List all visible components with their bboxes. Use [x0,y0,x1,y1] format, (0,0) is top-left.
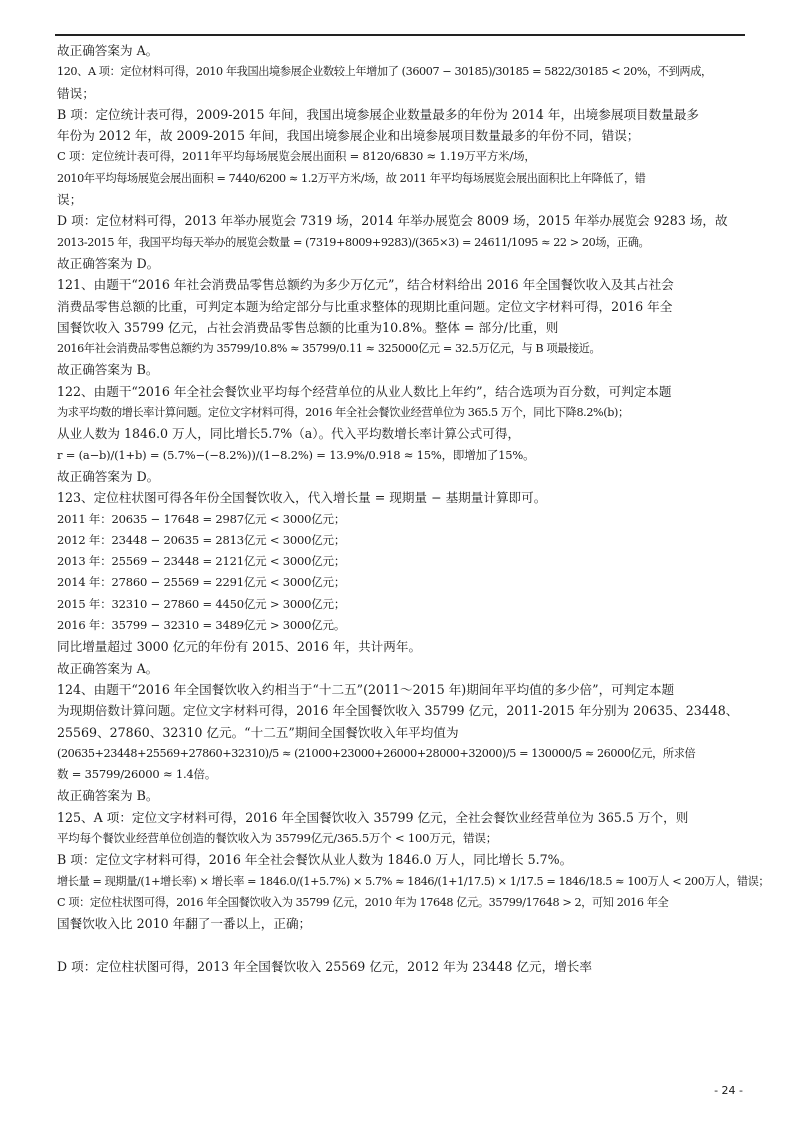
q121-text: 国餐饮收入 35799 亿元，占社会消费品零售总额的比重为10.8%。整体 = 部分/比重，则 [57,319,559,335]
q121-text: 消费品零售总额的比重，可判定本题为给定部分与比重求整体的现期比重问题。定位文字材料可得，2016 年全 [57,298,673,314]
q123-text: 同比增量超过 3000 亿元的年份有 2015、2016 年，共计两年。 [57,639,422,655]
q120-formula: C 项：定位统计表可得，2011年平均每场展览会展出面积 = 8120/6830 ≈ 1.19万平方米/场， [57,149,536,164]
answer-line: 故正确答案为 B。 [57,362,159,378]
q124-formula: (20635+23448+25569+27860+32310)/5 ≈ (21000+23000+26000+28000+32000)/5 = 130000/5 ≈ 26000亿元，所求倍 [57,746,696,760]
q125-text: 125、A 项：定位文字材料可得，2016 年全国餐饮收入 35799 亿元，全社会餐饮业经营单位为 365.5 万个，则 [57,809,689,825]
page-number: - 24 - [714,1084,743,1097]
q121-formula: 2016年社会消费品零售总额约为 35799/10.8% ≈ 35799/0.11 ≈ 325000亿元 = 32.5万亿元，与 B 项最接近。 [57,342,601,356]
q123-year-calc: 2015 年：32310 − 27860 = 4450亿元 > 3000亿元； [57,596,346,611]
q123-year-calc: 2011 年：20635 − 17648 = 2987亿元 < 3000亿元； [57,511,346,526]
answer-line: 故正确答案为 D。 [57,468,160,484]
answer-line: 故正确答案为 A。 [57,43,159,58]
q122-text: 为求平均数的增长率计算问题。定位文字材料可得，2016 年全社会餐饮业经营单位为 365.5 万个，同比下降8.2%(b)； [57,406,629,420]
q120-text: 错误； [57,85,95,101]
q120-text: D 项：定位材料可得，2013 年举办展览会 7319 场，2014 年举办展览会 8009 场，2015 年举办展览会 9283 场，故 [57,213,728,229]
q121-text: 121、由题干“2016 年社会消费品零售总额约为多少万亿元”，结合材料给出 2016 年全国餐饮收入及其占社会 [57,277,674,293]
answer-line: 故正确答案为 A。 [57,660,159,676]
q125-text: B 项：定位文字材料可得，2016 年全社会餐饮从业人数为 1846.0 万人，同比增长 5.7%。 [57,852,573,868]
q120-text: 年份为 2012 年，故 2009-2015 年间，我国出境参展企业和出境参展项目数量最多的年份不同，错误； [57,128,640,144]
q123-year-calc: 2013 年：25569 − 23448 = 2121亿元 < 3000亿元； [57,554,346,569]
header-rule [55,34,745,36]
q125-text: C 项：定位柱状图可得，2016 年全国餐饮收入为 35799 亿元，2010 年为 17648 亿元。35799/17648 > 2，可知 2016 年全 [57,895,669,909]
q123-year-calc: 2012 年：23448 − 20635 = 2813亿元 < 3000亿元； [57,532,346,547]
q125-formula: 增长量 = 现期量/(1+增长率) × 增长率 = 1846.0/(1+5.7%) × 5.7% ≈ 1846/(1+1/17.5) × 1/17.5 = 1846/18.5 ≈ 100万人 < 200万人，错误； [57,874,770,888]
q125-text: D 项：定位柱状图可得，2013 年全国餐饮收入 25569 亿元，2012 年为 23448 亿元，增长率 [57,958,592,974]
q122-text: 从业人数为 1846.0 万人，同比增长5.7%（a）。代入平均数增长率计算公式可得， [57,426,521,442]
q120-formula: 2010年平均每场展览会展出面积 = 7440/6200 ≈ 1.2万平方米/场，故 2011 年平均每场展览会展出面积比上年降低了，错 [57,171,646,185]
q122-text: 122、由题干“2016 年全社会餐饮业平均每个经营单位的从业人数比上年约”，结合选项为百分数，可判定本题 [57,383,672,399]
q120-text: 误； [57,192,83,208]
blank-line [57,934,745,955]
document-body [57,40,770,977]
q124-text: 为现期倍数计算问题。定位文字材料可得，2016 年全国餐饮收入 35799 亿元，2011-2015 年分别为 20635、23448、 [57,703,739,719]
answer-line: 故正确答案为 B。 [57,788,159,804]
q120-formula: 2013-2015 年，我国平均每天举办的展览会数量 = (7319+8009+9283)/(365×3) = 24611/1095 ≈ 22 > 20场，正确。 [57,235,650,249]
q120-text: B 项：定位统计表可得，2009-2015 年间，我国出境参展企业数量最多的年份为 2014 年，出境参展项目数量最多 [57,106,700,122]
q123-text: 123、定位柱状图可得各年份全国餐饮收入，代入增长量 = 现期量 − 基期量计算即可。 [57,490,547,506]
q123-year-calc: 2014 年：27860 − 25569 = 2291亿元 < 3000亿元； [57,575,346,590]
answer-line: 故正确答案为 D。 [57,255,160,271]
q125-text: 国餐饮收入比 2010 年翻了一番以上，正确； [57,916,312,932]
q124-text: 124、由题干“2016 年全国餐饮收入约相当于“十二五”(2011～2015 年)期间年平均值的多少倍”，可判定本题 [57,681,675,697]
q125-formula: 平均每个餐饮业经营单位创造的餐饮收入为 35799亿元/365.5万个 < 100万元，错误； [57,830,498,845]
q122-formula: r = (a−b)/(1+b) = (5.7%−(−8.2%))/(1−8.2%) = 13.9%/0.918 ≈ 15%，即增加了15%。 [57,447,535,462]
q124-text: 25569、27860、32310 亿元。“十二五”期间全国餐饮收入年平均值为 [57,724,459,740]
q123-year-calc: 2016 年：35799 − 32310 = 3489亿元 > 3000亿元。 [57,618,346,633]
q124-formula: 数 = 35799/26000 ≈ 1.4倍。 [57,767,217,782]
q120-text: 120、A 项：定位材料可得，2010 年我国出境参展企业数较上年增加了 (36007 − 30185)/30185 = 5822/30185 < 20%，不到两成， [57,65,712,79]
